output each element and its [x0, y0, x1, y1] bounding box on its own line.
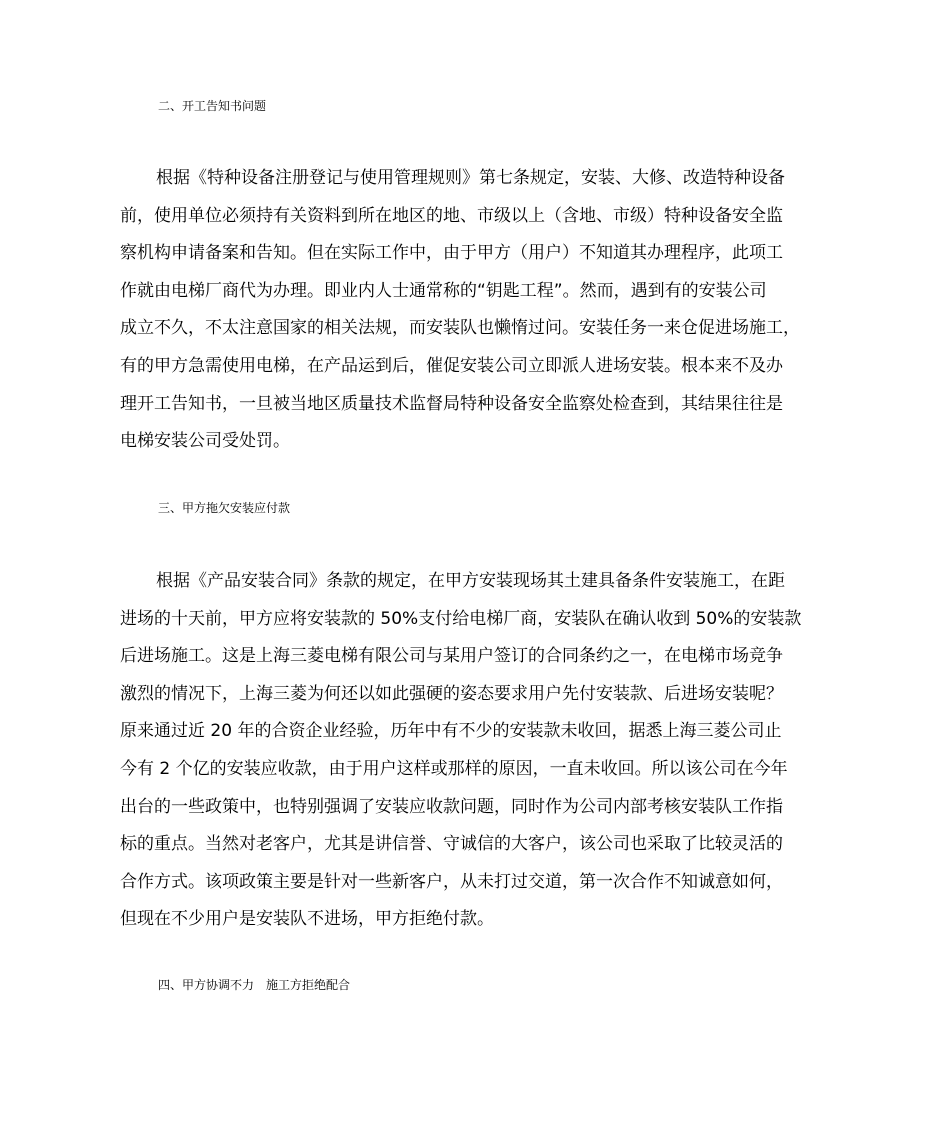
- section-heading-4: 四、甲方协调不力 施工方拒绝配合: [158, 978, 351, 992]
- paragraph-payment-arrears: [120, 563, 840, 939]
- paragraph-line: 根据《产品安装合同》条款的规定，在甲方安装现场其土建具备条件安装施工，在距: [156, 571, 785, 591]
- paragraph-line: 激烈的情况下，上海三菱为何还以如此强硬的姿态要求用户先付安装款、后进场安装呢？: [120, 683, 783, 704]
- paragraph-opening-notice: [120, 160, 840, 461]
- paragraph-line: 标的重点。当然对老客户，尤其是讲信誉、守诚信的大客户，该公司也采取了比较灵活的: [120, 834, 783, 855]
- paragraph-line: 后进场施工。这是上海三菱电梯有限公司与某用户签订的合同条约之一，在电梯市场竞争: [120, 646, 783, 667]
- paragraph-line: 前，使用单位必须持有关资料到所在地区的地、市级以上（含地、市级）特种设备安全监: [120, 205, 783, 226]
- paragraph-line: 电梯安装公司受处罚。: [120, 431, 290, 452]
- paragraph-line: 但现在不少用户是安装队不进场，甲方拒绝付款。: [120, 909, 494, 930]
- paragraph-line: 合作方式。该项政策主要是针对一些新客户，从未打过交道，第一次合作不知诚意如何，: [120, 871, 783, 892]
- paragraph-line: 原来通过近 20 年的合资企业经验，历年中有不少的安装款未收回，据悉上海三菱公司止: [120, 721, 782, 742]
- paragraph-line: 今有 2 个亿的安装应收款，由于用户这样或那样的原因，一直未收回。所以该公司在今年: [120, 758, 788, 779]
- paragraph-line: 根据《特种设备注册登记与使用管理规则》第七条规定，安装、大修、改造特种设备: [156, 168, 785, 188]
- paragraph-line: 有的甲方急需使用电梯，在产品运到后，催促安装公司立即派人进场安装。根本来不及办: [120, 355, 783, 376]
- paragraph-line: 察机构申请备案和告知。但在实际工作中，由于甲方（用户）不知道其办理程序，此项工: [120, 243, 783, 264]
- paragraph-line: 作就由电梯厂商代为办理。即业内人士通常称的“钥匙工程”。然而，遇到有的安装公司: [120, 280, 767, 301]
- paragraph-line: 成立不久，不太注意国家的相关法规，而安装队也懒惰过问。安装任务一来仓促进场施工，: [120, 318, 800, 339]
- paragraph-line: 出台的一些政策中，也特别强调了安装应收款问题，同时作为公司内部考核安装队工作指: [120, 796, 783, 817]
- section-heading-2: 二、开工告知书问题: [158, 99, 267, 113]
- section-heading-3: 三、甲方拖欠安装应付款: [158, 501, 291, 515]
- paragraph-line: 理开工告知书，一旦被当地区质量技术监督局特种设备安全监察处检查到，其结果往往是: [120, 393, 783, 414]
- paragraph-line: 进场的十天前，甲方应将安装款的 50%支付给电梯厂商，安装队在确认收到 50%的安装款: [120, 608, 802, 629]
